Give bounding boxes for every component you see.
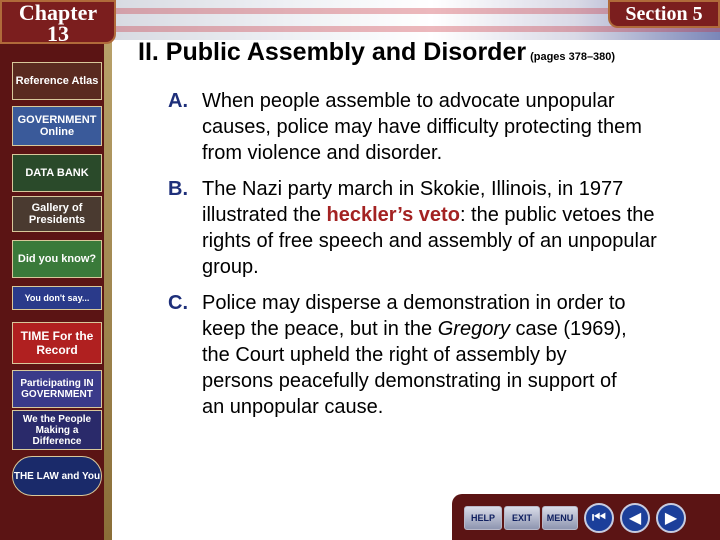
point-c <box>168 290 668 420</box>
point-text: When people assemble to advocate unpopular causes, police may have difficulty protecting them from violence and disorder. <box>202 90 642 164</box>
section-badge: Section 5 <box>608 0 720 28</box>
sidebar-item-gallery-of-presidents[interactable]: Gallery of Presidents <box>12 196 102 232</box>
next-slide-icon: ▶ <box>664 510 678 527</box>
point-text-end: : the public vetoes the rights of free speech and assembly of an unpopular group. <box>202 204 657 278</box>
sidebar-item-government-online[interactable]: GOVERNMENT Online <box>12 106 102 146</box>
previous-slide-icon: ◀ <box>628 510 642 527</box>
next-slide-button[interactable] <box>656 503 686 533</box>
sidebar-item-did-you-know[interactable]: Did you know? <box>12 240 102 278</box>
sidebar-item-the-law-and-you[interactable]: THE LAW and You <box>12 456 102 496</box>
point-letter: C. <box>168 292 188 314</box>
previous-slide-button[interactable] <box>620 503 650 533</box>
point-letter: B. <box>168 178 188 200</box>
point-b <box>168 176 668 280</box>
menu-button[interactable]: MENU <box>542 506 578 530</box>
chapter-number: 13 <box>47 21 69 46</box>
chapter-label: Chapter <box>18 0 98 25</box>
sidebar-item-you-dont-say[interactable]: You don't say... <box>12 286 102 310</box>
sidebar-item-time-for-the-record[interactable]: TIME For the Record <box>12 322 102 364</box>
case-name: Gregory <box>437 318 510 340</box>
sidebar-ribbon <box>104 40 112 540</box>
key-term: heckler’s veto <box>326 204 460 226</box>
point-a <box>168 88 668 166</box>
first-slide-icon: ⏮ <box>591 509 607 526</box>
point-text <box>168 176 668 280</box>
point-letter: A. <box>168 90 188 112</box>
point-text-start: The Nazi party march in Skokie, Illinois, in 1977 illustrated the <box>202 178 624 226</box>
point-text-start: Police may disperse a demonstration in order to keep the peace, but in the <box>202 292 626 340</box>
chapter-badge <box>0 0 116 44</box>
sidebar-item-we-the-people[interactable]: We the People Making a Difference <box>12 410 102 450</box>
slide-title <box>138 38 615 67</box>
sidebar-item-data-bank[interactable]: DATA BANK <box>12 154 102 192</box>
point-text <box>168 290 632 420</box>
slide-pages: (pages 378–380) <box>530 51 616 63</box>
slide-title-text: II. Public Assembly and Disorder <box>138 38 527 66</box>
sidebar-item-participating-in-government[interactable]: Participating IN GOVERNMENT <box>12 370 102 408</box>
point-text-end: case (1969), the Court upheld the right of assembly by persons peacefully demonstrating in support of an unpopular cause. <box>202 318 627 418</box>
sidebar-item-reference-atlas[interactable]: Reference Atlas <box>12 62 102 100</box>
first-slide-button[interactable] <box>584 503 614 533</box>
help-button[interactable]: HELP <box>464 506 502 530</box>
exit-button[interactable]: EXIT <box>504 506 540 530</box>
